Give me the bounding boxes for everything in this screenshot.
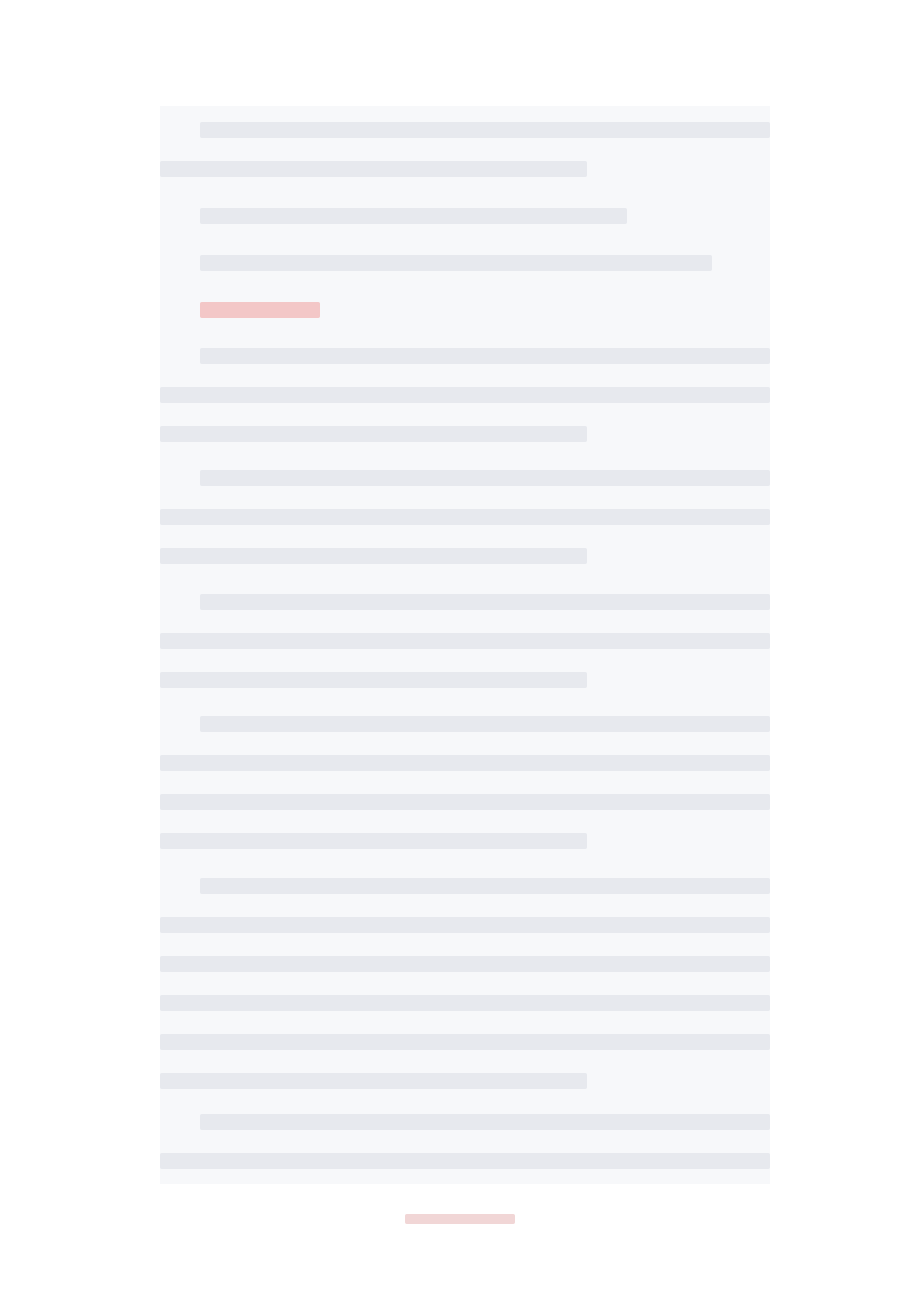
text-line	[160, 833, 587, 849]
document-body	[160, 106, 770, 1184]
text-line	[160, 1073, 587, 1089]
text-line	[160, 995, 770, 1011]
classification-2-paragraph	[160, 594, 770, 688]
text-line	[200, 594, 770, 610]
text-line	[160, 672, 587, 688]
text-line	[200, 208, 627, 224]
marine-fuel-paragraph	[160, 878, 770, 1089]
text-line	[200, 470, 770, 486]
footer-line	[405, 1214, 515, 1224]
text-line	[160, 917, 770, 933]
text-line	[200, 878, 770, 894]
text-line	[160, 387, 770, 403]
ash-paragraph	[160, 122, 770, 177]
mechanical-impurities-heading	[160, 208, 770, 224]
text-line	[160, 956, 770, 972]
text-line	[160, 794, 770, 810]
classification-3-paragraph	[160, 716, 770, 849]
text-line	[160, 1153, 770, 1169]
text-line	[200, 716, 770, 732]
classification-intro-paragraph	[160, 348, 770, 442]
text-line	[200, 348, 770, 364]
text-line	[160, 1034, 770, 1050]
text-line	[200, 255, 712, 271]
text-line	[160, 509, 770, 525]
heading-line	[200, 302, 320, 318]
heavy-oil-paragraph	[160, 1114, 770, 1169]
text-line	[160, 548, 587, 564]
mechanical-impurities-paragraph	[160, 255, 770, 271]
classification-1-paragraph	[160, 470, 770, 564]
text-line	[200, 122, 770, 138]
text-line	[200, 1114, 770, 1130]
text-line	[160, 161, 587, 177]
page-footer	[0, 1210, 920, 1228]
classification-heading	[160, 302, 770, 318]
text-line	[160, 755, 770, 771]
text-line	[160, 426, 587, 442]
text-line	[160, 633, 770, 649]
